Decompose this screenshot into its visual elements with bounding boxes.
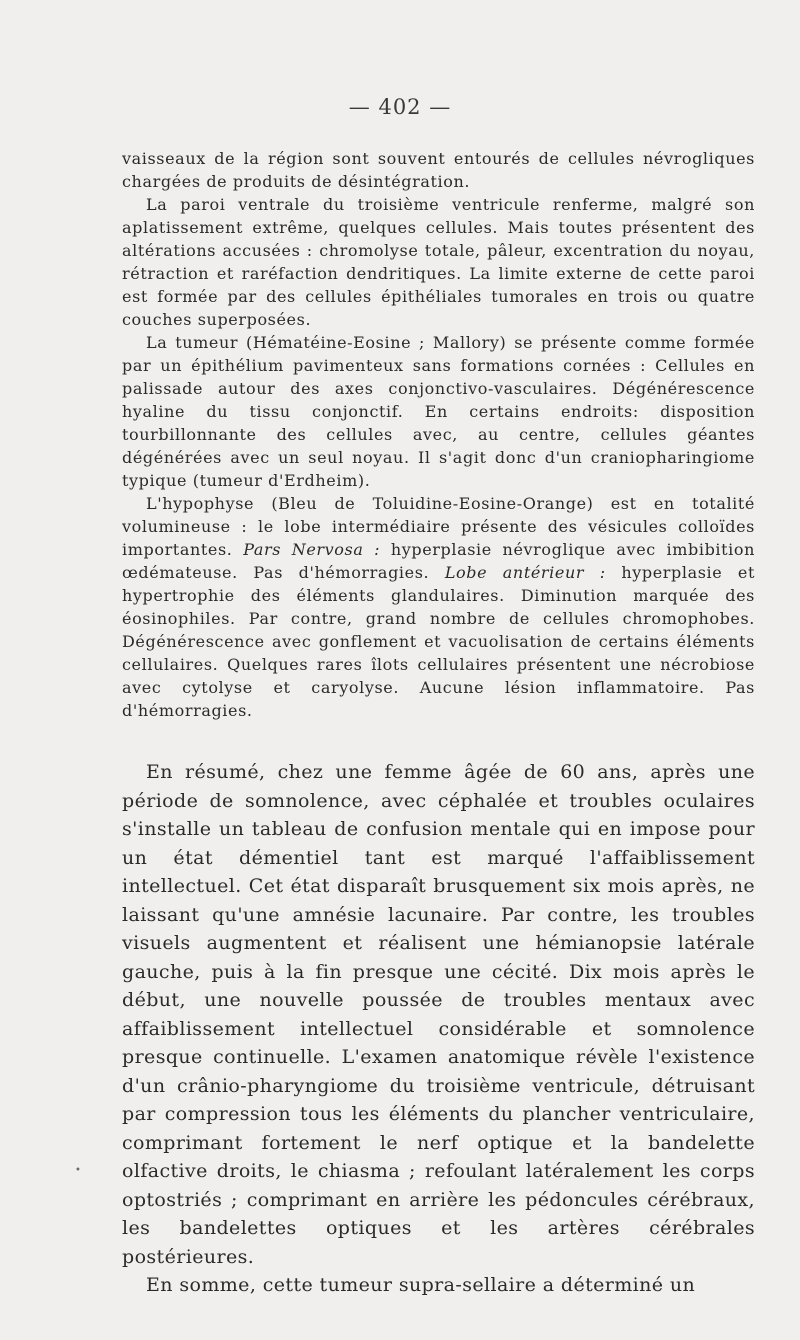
hypophyse-text-2: hyperplasie névroglique avec imbibition œdémateuse. Pas d'hémorragies. bbox=[122, 540, 756, 582]
pars-nervosa-label: Pars Nervosa : bbox=[243, 540, 381, 559]
paragraph-hypophyse bbox=[122, 492, 755, 722]
page-number: — 402 — bbox=[348, 95, 452, 119]
hypophyse-text-3: hyperplasie et hypertrophie des éléments glandulaires. Diminution marquée des éosinophiles. Par contre, grand nombre de cellules chromophobes. Dégénérescence avec gonflement et vacuolisation de certains éléments cellulaires. Quelques rares îlots cellulaires présentent une nécrobiose avec cytolyse et caryolyse. Aucune lésion inflammatoire. Pas d'hémorragies. bbox=[122, 563, 756, 720]
hypophyse-text-1: L'hypophyse (Bleu de Toluidine-Eosine-Orange) est en totalité volumineuse : le lobe intermédiaire présente des vésicules colloïdes importantes. bbox=[122, 494, 755, 559]
paragraph-paroi-ventrale: La paroi ventrale du troisième ventricule renferme, malgré son aplatissement extrême, quelques cellules. Mais toutes présentent des altérations accusées : chromolyse totale, pâleur, excentration du noyau, rétraction et raréfaction dendritiques. La limite externe de cette paroi est formée par des cellules épithéliales tumorales en trois ou quatre couches superposées. bbox=[122, 195, 755, 329]
body-text-small bbox=[122, 147, 755, 722]
paragraph-resume: En résumé, chez une femme âgée de 60 ans, après une période de somnolence, avec céphalée et troubles oculaires s'installe un tableau de confusion mentale qui en impose pour un état démentiel tant est marqué l'affaiblissement intellectuel. Cet état disparaît brusquement six mois après, ne laissant qu'une amnésie lacunaire. Par contre, les troubles visuels augmentent et réalisent une hémianopsie latérale gauche, puis à la fin presque une cécité. Dix mois après le début, une nouvelle poussée de troubles mentaux avec affaiblissement intellectuel considérable et somnolence presque continuelle. L'examen anatomique révèle l'existence d'un crânio-pharyngiome du troisième ventricule, détruisant par compression tous les éléments du plancher ventriculaire, comprimant fortement le nerf optique et la bandelette olfactive droits, le chiasma ; refoulant latéralement les corps optostriés ; comprimant en arrière les pédoncules cérébraux, les bandelettes optiques et les artères cérébrales postérieures. bbox=[122, 761, 755, 1268]
paragraph-tumeur: La tumeur (Hématéine-Eosine ; Mallory) se présente comme formée par un épithélium pavimenteux sans formations cornées : Cellules en palissade autour des axes conjonctivo-vasculaires. Dégénérescence hyaline du tissu conjonctif. En certains endroits: disposition tourbillonnante des cellules avec, au centre, cellules géantes dégénérées avec un seul noyau. Il s'agit donc d'un craniopharingiome typique (tumeur d'Erdheim). bbox=[122, 333, 755, 490]
margin-dot: • bbox=[75, 1165, 81, 1176]
body-text-summary bbox=[122, 758, 755, 1300]
paragraph-continuation: vaisseaux de la région sont souvent entourés de cellules névrogliques chargées de produits de désintégration. bbox=[122, 149, 755, 191]
paragraph-en-somme: En somme, cette tumeur supra-sellaire a déterminé un bbox=[146, 1274, 696, 1296]
lobe-anterieur-label: Lobe antérieur : bbox=[444, 563, 606, 582]
